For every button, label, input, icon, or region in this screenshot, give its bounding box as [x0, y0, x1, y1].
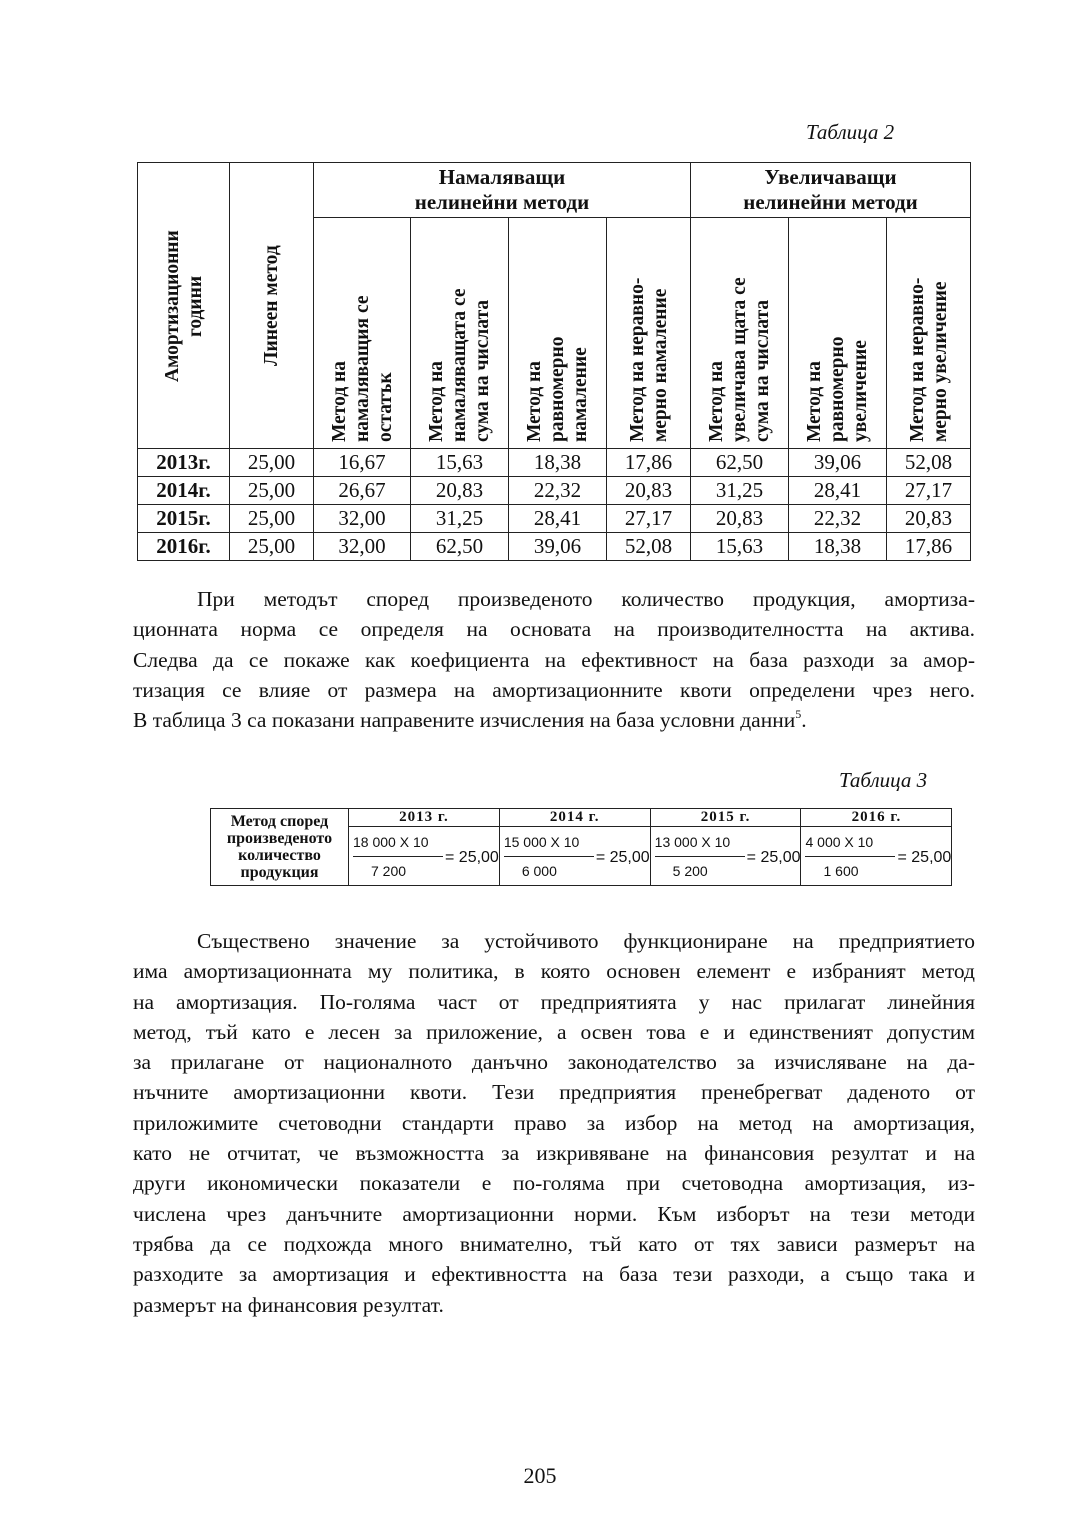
- year-cell: 2014г.: [138, 477, 230, 505]
- formula-cell: [499, 827, 650, 886]
- table3-caption: Таблица 3: [839, 768, 928, 792]
- header-linear: [230, 163, 314, 449]
- denominator: 1 600: [823, 862, 859, 879]
- subheader-line: Метод на: [328, 360, 350, 442]
- text: тизация се влияе от размера на амортизационните квоти определени чрез него.: [133, 677, 975, 702]
- value-cell: 22,32: [509, 477, 607, 505]
- year-cell: 2016г.: [138, 533, 230, 561]
- subheader-line: Метод на неравно-: [906, 277, 928, 442]
- text: Следва да се покаже как коефициента на ефективност на база разходи за амор-: [133, 647, 975, 672]
- value-cell: 16,67: [314, 449, 411, 477]
- subheader-line: Метод на: [426, 360, 447, 442]
- subheader-6: [887, 218, 971, 449]
- formula-cell: [650, 827, 801, 886]
- subheader-line: Метод на: [524, 360, 545, 442]
- value-cell: 39,06: [789, 449, 887, 477]
- value-cell: 32,00: [314, 533, 411, 561]
- value-cell: 25,00: [230, 449, 314, 477]
- value-cell: 20,83: [887, 505, 971, 533]
- text-line: за прилагане от националното данъчно законодателство за изчисляване на да-: [133, 1050, 975, 1075]
- year-cell: 2013г.: [138, 449, 230, 477]
- text-line: има амортизационната му политика, в която основен елемент е избраният метод: [133, 959, 975, 984]
- header-group-decreasing: [314, 163, 691, 218]
- text: .: [801, 708, 807, 733]
- value-cell: 62,50: [691, 449, 789, 477]
- group-line: нелинейни методи: [743, 190, 918, 214]
- group-line: Увеличаващи: [764, 165, 897, 189]
- row-header-line: произведеното: [226, 830, 333, 847]
- value-cell: 20,83: [691, 505, 789, 533]
- subheader-4: [691, 218, 789, 449]
- text-line: [133, 614, 975, 644]
- value-cell: 20,83: [607, 477, 691, 505]
- fraction: [504, 833, 594, 880]
- text-line: други икономически показатели е по-голяма при счетоводна амортизация, из-: [133, 1171, 975, 1196]
- year-header: 2015 г.: [650, 809, 801, 827]
- value-cell: 27,17: [607, 505, 691, 533]
- text-line: разходите за амортизация и ефективността на база тези разходи, а също така и: [133, 1262, 975, 1287]
- fraction: [805, 833, 895, 880]
- subheader-line: равномерно: [547, 336, 568, 442]
- value-cell: 15,63: [411, 449, 509, 477]
- value-cell: 32,00: [314, 505, 411, 533]
- subheader-line: намаляващия се: [351, 295, 373, 442]
- text: При методът според произведеното количество продукция, амортиза-: [197, 587, 975, 611]
- fraction-bar: [655, 856, 745, 857]
- row-header-line: Метод според: [230, 813, 329, 830]
- row-header-line: количество: [238, 847, 321, 864]
- table-row: [138, 505, 971, 533]
- text-line: [133, 675, 975, 705]
- header-line: години: [184, 274, 206, 337]
- numerator: 4 000 X 10: [805, 833, 874, 850]
- footnote-mark: 5: [795, 707, 802, 722]
- subheader-line: Метод на неравно-: [626, 277, 648, 442]
- subheader-line: мерно увеличение: [929, 281, 951, 442]
- text-line: [133, 584, 975, 614]
- fraction: [353, 833, 443, 880]
- value-cell: 25,00: [230, 477, 314, 505]
- numerator: 13 000 X 10: [654, 833, 731, 850]
- text-line: на амортизация. По-голяма част от предприятията у нас прилагат линейния: [133, 989, 975, 1014]
- value-cell: 22,32: [789, 505, 887, 533]
- table-row: [138, 449, 971, 477]
- year-cell: 2015г.: [138, 505, 230, 533]
- value-cell: 25,00: [230, 505, 314, 533]
- denominator: 6 000: [521, 862, 557, 879]
- numerator: 15 000 X 10: [503, 833, 580, 850]
- subheader-line: остатък: [374, 372, 396, 442]
- text-line: [133, 705, 975, 735]
- group-line: Намаляващи: [438, 165, 566, 189]
- subheader-line: увеличава щата се: [729, 277, 750, 442]
- fraction-bar: [504, 856, 594, 857]
- fraction-bar: [805, 856, 895, 857]
- text: ционната норма се определя на основата на производителността на актива.: [133, 617, 975, 642]
- value-cell: 31,25: [691, 477, 789, 505]
- value-cell: 26,67: [314, 477, 411, 505]
- subheader-0: [314, 218, 411, 449]
- text-line: [133, 645, 975, 675]
- header-line: Амортизационни: [161, 229, 183, 382]
- formula-cell: [801, 827, 952, 886]
- year-header: 2016 г.: [801, 809, 952, 827]
- result: = 25,00: [897, 849, 952, 866]
- subheader-line: равномерно: [827, 336, 848, 442]
- subheader-5: [789, 218, 887, 449]
- subheader-line: сума на числата: [752, 299, 773, 442]
- formula: [349, 827, 499, 885]
- value-cell: 52,08: [607, 533, 691, 561]
- text: В таблица 3 са показани направените изчисления на база условни данни: [133, 708, 796, 733]
- value-cell: 52,08: [887, 449, 971, 477]
- header-group-increasing: [691, 163, 971, 218]
- text-line: числена чрез данъчните амортизационни норми. Към изборът на тези методи: [133, 1201, 975, 1226]
- paragraph-2: [133, 926, 975, 1320]
- subheader-1: [411, 218, 509, 449]
- subheader-line: намаление: [570, 347, 591, 442]
- header-line: Линеен метод: [261, 245, 282, 366]
- text-line: приложимите счетоводни стандарти право за избор на метод на амортизация,: [133, 1110, 975, 1135]
- group-line: нелинейни методи: [414, 190, 590, 214]
- year-header: 2014 г.: [499, 809, 650, 827]
- value-cell: 27,17: [887, 477, 971, 505]
- subheader-line: мерно намаление: [649, 288, 671, 442]
- page-number: 205: [523, 1463, 557, 1488]
- result: = 25,00: [445, 849, 499, 866]
- formula: [801, 827, 951, 885]
- value-cell: 25,00: [230, 533, 314, 561]
- result: = 25,00: [595, 849, 650, 866]
- value-cell: 62,50: [411, 533, 509, 561]
- value-cell: 17,86: [607, 449, 691, 477]
- formula: [500, 827, 650, 885]
- value-cell: 15,63: [691, 533, 789, 561]
- formula-cell: [349, 827, 500, 886]
- table2: [137, 162, 971, 561]
- paragraph-1: [133, 584, 975, 735]
- numerator: 18 000 X 10: [353, 833, 429, 850]
- text-line: размерът на финансовия резултат.: [133, 1292, 444, 1317]
- text-line: като не отчитат, че възможността за изкривяване на финансовия резултат и на: [133, 1141, 975, 1166]
- value-cell: 39,06: [509, 533, 607, 561]
- formula: [651, 827, 801, 885]
- row-header-line: продукция: [240, 864, 319, 881]
- text-line: Съществено значение за устойчивото функциониране на предприятието: [197, 929, 975, 953]
- value-cell: 28,41: [509, 505, 607, 533]
- subheader-line: Метод на: [804, 360, 825, 442]
- fraction: [655, 833, 745, 880]
- value-cell: 28,41: [789, 477, 887, 505]
- value-cell: 31,25: [411, 505, 509, 533]
- value-cell: 20,83: [411, 477, 509, 505]
- text-line: метод, тъй като е лесен за приложение, а освен това е и единственият допустим: [133, 1019, 975, 1044]
- value-cell: 18,38: [789, 533, 887, 561]
- table-row: [138, 533, 971, 561]
- subheader-3: [607, 218, 691, 449]
- value-cell: 18,38: [509, 449, 607, 477]
- table3-row-header: [211, 809, 349, 886]
- subheader-line: намаляващата се: [449, 288, 470, 442]
- subheader-line: сума на числата: [472, 299, 493, 442]
- denominator: 5 200: [672, 862, 708, 879]
- table2-caption: Таблица 2: [806, 120, 895, 144]
- fraction-bar: [353, 856, 443, 857]
- table3: [210, 808, 952, 886]
- value-cell: 17,86: [887, 533, 971, 561]
- subheader-2: [509, 218, 607, 449]
- subheader-line: Метод на: [706, 360, 727, 442]
- denominator: 7 200: [371, 862, 407, 879]
- text-line: нъчните амортизационни квоти. Тези предприятия пренебрегват даденото от: [133, 1080, 975, 1105]
- table-row: [138, 477, 971, 505]
- year-header: 2013 г.: [349, 809, 500, 827]
- header-years: [138, 163, 230, 449]
- result: = 25,00: [746, 849, 801, 866]
- text-line: трябва да се подхожда много внимателно, тъй като от тях зависи размерът на: [133, 1231, 975, 1256]
- subheader-line: увеличение: [850, 340, 871, 442]
